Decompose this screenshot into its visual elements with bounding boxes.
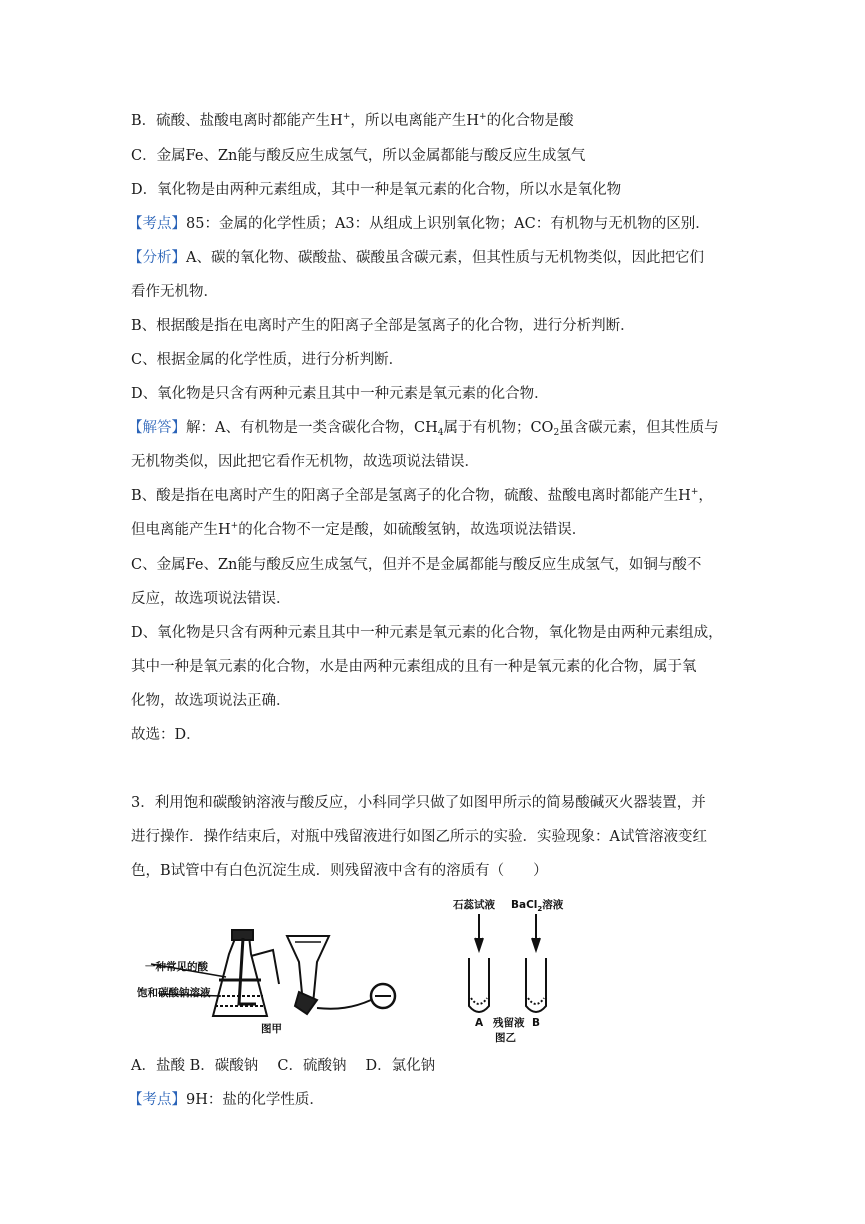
- tube-b-label: B: [532, 1017, 541, 1029]
- question-3-line-2: 进行操作．操作结束后，对瓶中残留液进行如图乙所示的实验．实验现象：A试管溶液变红: [131, 829, 707, 845]
- label-bacl2: BaCl$_2$溶液: [511, 899, 564, 913]
- jieda-line-10: 故选：D．: [131, 727, 201, 743]
- jieda-line-1: 【解答】解：A、有机物是一类含碳化合物，$CH_4$属于有机物；$CO_2$虽含碳元素，但其性质与: [128, 420, 719, 438]
- fenxi-line-3: B、根据酸是指在电离时产生的阳离子全部是氢离子的化合物，进行分析判断．: [131, 318, 635, 334]
- label-residue: 残留液: [493, 1017, 525, 1029]
- jieda-line-9: 化物，故选项说法正确．: [131, 693, 291, 709]
- experiment-figure: [131, 892, 601, 1047]
- dropper-b: [532, 914, 540, 950]
- kaodian-line-2: 【考点】9H：盐的化学性质．: [128, 1092, 324, 1108]
- jieda-line-8: 其中一种是氧元素的化合物，水是由两种元素组成的且有一种是氧元素的化合物，属于氧: [131, 659, 697, 675]
- jieda-line-7: D、氧化物是只含有两种元素且其中一种元素是氧元素的化合物，氧化物是由两种元素组成，: [131, 625, 723, 641]
- option-c: C．金属Fe、Zn能与酸反应生成氢气，所以金属都能与酸反应生成氢气: [131, 148, 586, 164]
- question-3-line-3: 色，B试管中有白色沉淀生成．则残留液中含有的溶质有（ ）: [131, 863, 548, 879]
- option-b: B．硫酸、盐酸电离时都能产生H+，所以电离能产生H+的化合物是酸: [131, 112, 574, 129]
- jieda-line-2: 无机物类似，因此把它看作无机物，故选项说法错误．: [131, 454, 479, 470]
- fenxi-line-2: 看作无机物．: [131, 284, 218, 300]
- caption-yi: 图乙: [495, 1032, 516, 1044]
- kaodian-tag-2: 【考点】: [128, 1092, 186, 1108]
- dropper-a: [475, 914, 483, 950]
- label-acid: 一种常见的酸: [145, 961, 208, 973]
- fenxi-tag: 【分析】: [128, 250, 186, 266]
- jieda-tag: 【解答】: [128, 420, 186, 436]
- kaodian-tag: 【考点】: [128, 216, 186, 232]
- label-litmus: 石蕊试液: [453, 899, 495, 911]
- test-tube-a: [469, 958, 489, 1012]
- fenxi-line-5: D、氧化物是只含有两种元素且其中一种元素是氧元素的化合物．: [131, 386, 549, 402]
- inverted-bottle: [287, 936, 395, 1014]
- caption-jia: 图甲: [261, 1023, 282, 1035]
- extinguisher-bottle: [213, 930, 279, 1016]
- fenxi-line-4: C、根据金属的化学性质，进行分析判断．: [131, 352, 404, 368]
- jieda-line-6: 反应，故选项说法错误．: [131, 591, 291, 607]
- jieda-line-3: B、酸是指在电离时产生的阳离子全部是氢离子的化合物，硫酸、盐酸电离时都能产生H+，: [131, 487, 713, 504]
- jieda-line-4: 但电离能产生H+的化合物不一定是酸，如硫酸氢钠，故选项说法错误．: [131, 521, 587, 538]
- test-tube-b: [526, 958, 546, 1012]
- label-soda: 饱和碳酸钠溶液: [137, 987, 211, 999]
- option-d: D．氧化物是由两种元素组成，其中一种是氧元素的化合物，所以水是氧化物: [131, 182, 622, 198]
- jieda-line-5: C、金属Fe、Zn能与酸反应生成氢气，但并不是金属都能与酸反应生成氢气，如铜与酸不: [131, 557, 702, 573]
- kaodian-line: 【考点】85：金属的化学性质；A3：从组成上识别氧化物；AC：有机物与无机物的区别．: [128, 216, 710, 232]
- fenxi-line-1: 【分析】A、碳的氧化物、碳酸盐、碳酸虽含碳元素，但其性质与无机物类似，因此把它们: [128, 250, 704, 266]
- answer-options: A．盐酸 B．碳酸钠 C．硫酸钠 D．氯化钠: [131, 1058, 436, 1074]
- question-3-line-1: 3．利用饱和碳酸钠溶液与酸反应，小科同学只做了如图甲所示的简易酸碱灭火器装置，并: [131, 795, 706, 811]
- tube-a-label: A: [475, 1017, 484, 1029]
